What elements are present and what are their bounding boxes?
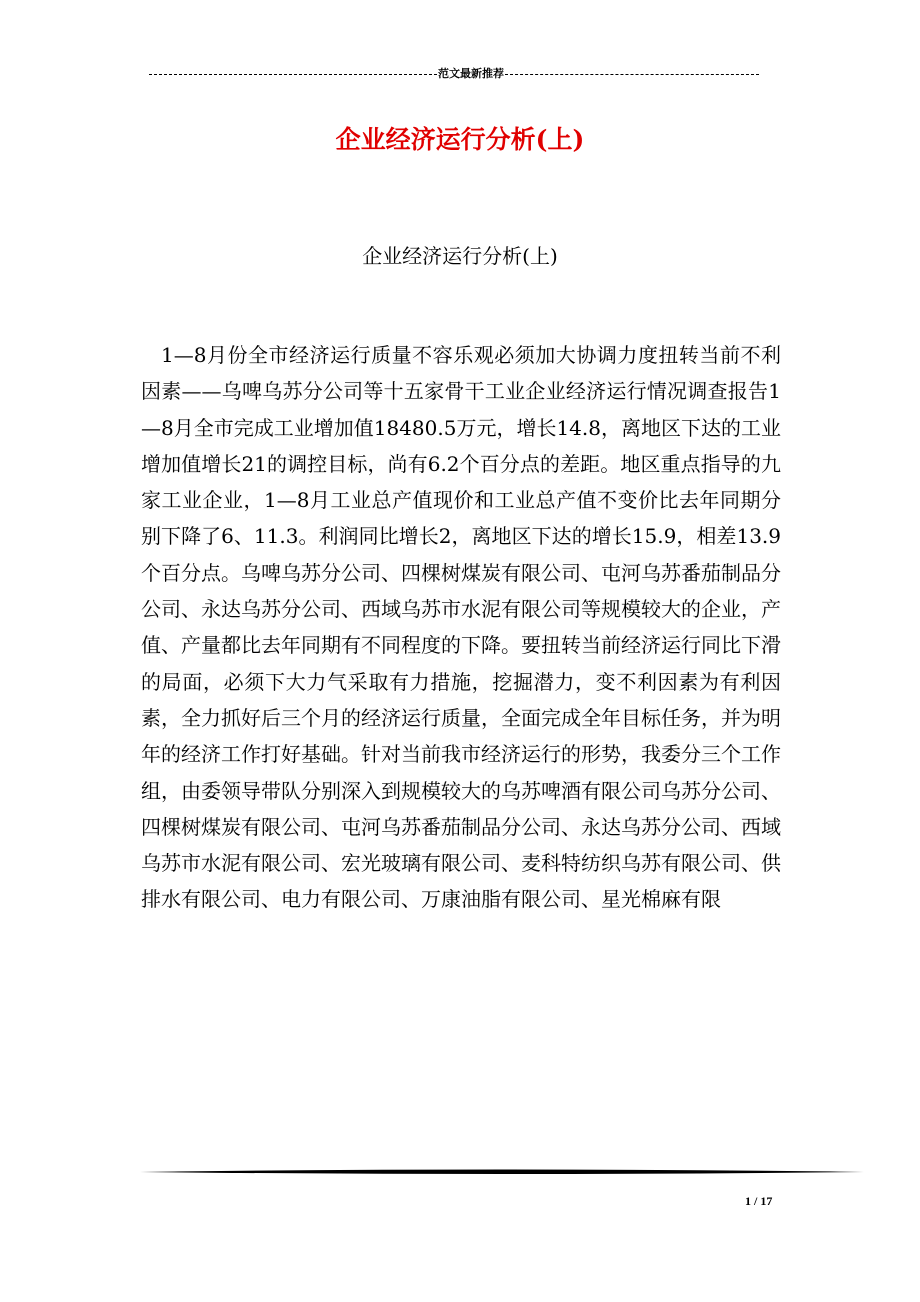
document-subtitle: 企业经济运行分析(上) <box>362 244 558 268</box>
page-number: 1 / 17 <box>745 1194 773 1208</box>
page-header <box>140 66 768 82</box>
footer-rule <box>140 1168 864 1176</box>
header-dash-right <box>505 74 759 75</box>
header-label: 范文最新推荐 <box>438 67 504 80</box>
document-title: 企业经济运行分析(上) <box>335 125 585 154</box>
header-dash-left <box>149 74 437 75</box>
body-paragraph: 1—8月份全市经济运行质量不容乐观必须加大协调力度扭转当前不利因素——乌啤乌苏分公司等十五家骨干工业企业经济运行情况调查报告1—8月全市完成工业增加值18480.5万元，增长14.8，离地区下达的工业增加值增长21的调控目标，尚有6.2个百分点的差距。地区重点指导的九家工业企业，1—8月工业总产值现价和工业总产值不变价比去年同期分别下降了6、11.3。利润同比增长2，离地区下达的增长15.9，相差13.9个百分点。乌啤乌苏分公司、四棵树煤炭有限公司、屯河乌苏番茄制品分公司、永达乌苏分公司、西域乌苏市水泥有限公司等规模较大的企业，产值、产量都比去年同期有不同程度的下降。要扭转当前经济运行同比下滑的局面，必须下大力气采取有力措施，挖掘潜力，变不利因素为有利因素，全力抓好后三个月的经济运行质量，全面完成全年目标任务，并为明年的经济工作打好基础。针对当前我市经济运行的形势，我委分三个工作组，由委领导带队分别深入到规模较大的乌苏啤酒有限公司乌苏分公司、四棵树煤炭有限公司、屯河乌苏番茄制品分公司、永达乌苏分公司、西域乌苏市水泥有限公司、宏光玻璃有限公司、麦科特纺织乌苏有限公司、供排水有限公司、电力有限公司、万康油脂有限公司、星光棉麻有限 <box>141 343 781 912</box>
